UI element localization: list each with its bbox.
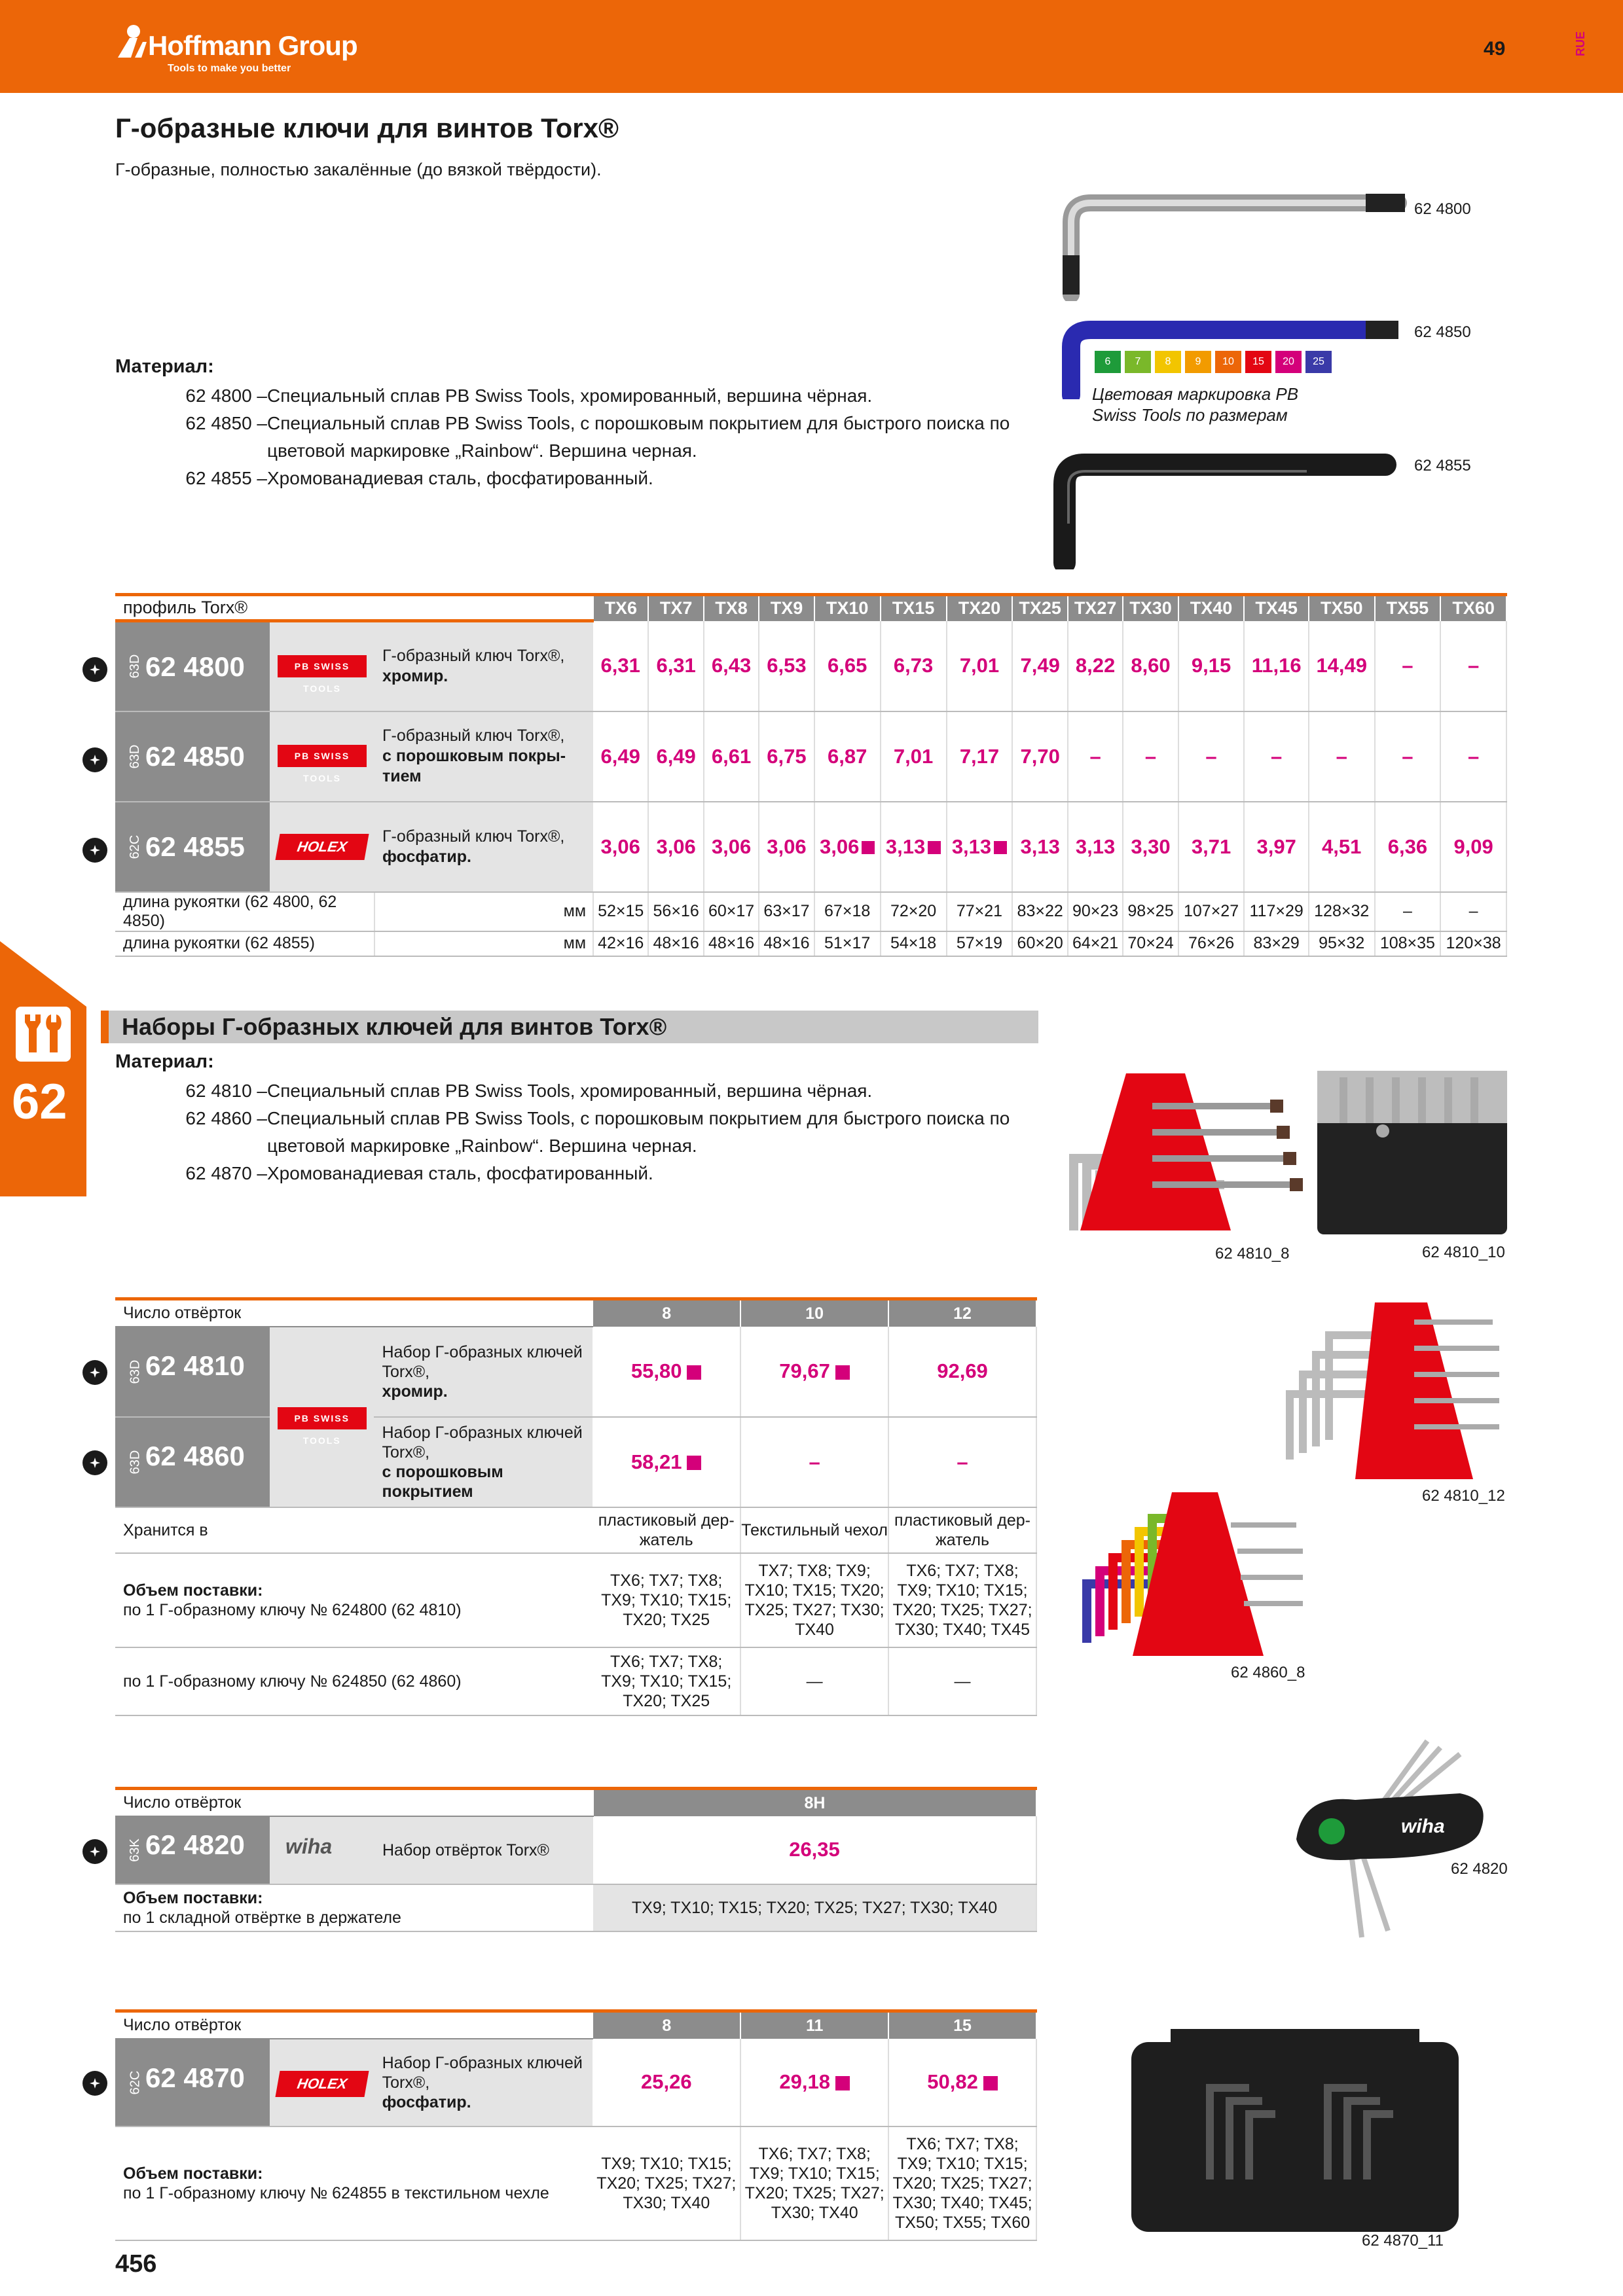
price-cell: – — [1068, 711, 1123, 802]
price-cell: – — [1440, 621, 1506, 711]
material-row: 62 4800 – Специальный сплав PB Swiss Tools, хромированный, вершина чёрная. — [185, 386, 873, 406]
price-cell: 6,65 — [814, 621, 881, 711]
new-marker — [835, 2076, 850, 2090]
size-header: TX40 — [1178, 595, 1245, 621]
color-code-swatch: 15 — [1245, 351, 1271, 373]
color-code-swatch: 6 — [1095, 351, 1121, 373]
tools-icon — [16, 1007, 71, 1062]
new-marker — [687, 1456, 701, 1470]
price-cell: 3,97 — [1244, 802, 1309, 892]
table-header-row: Число отвёрток 8 11 15 — [115, 2011, 1036, 2039]
price-cell: 3,06 — [704, 802, 759, 892]
price-cell: – — [1244, 711, 1309, 802]
image-label: 62 4855 — [1414, 457, 1471, 475]
size-header: TX55 — [1375, 595, 1441, 621]
chrome-l-key-image — [1045, 190, 1412, 301]
brand-name: Hoffmann Group — [148, 30, 357, 61]
price-cell: 6,31 — [593, 621, 648, 711]
price-cell: 6,43 — [704, 621, 759, 711]
wiha-logo: wiha — [285, 1834, 333, 1858]
price-cell: 8,60 — [1123, 621, 1178, 711]
image-label: 62 4850 — [1414, 323, 1471, 341]
color-code-swatch: 20 — [1275, 351, 1302, 373]
torx-bullet-icon — [82, 1360, 107, 1385]
price-cell: 11,16 — [1244, 621, 1309, 711]
color-caption: Цветовая маркировка PB Swiss Tools по размерам — [1092, 384, 1299, 425]
article-code: 62 4855 — [145, 831, 245, 862]
color-code-strip — [1095, 351, 1336, 373]
torx-bullet-icon — [82, 747, 107, 772]
price-cell: 3,06 — [814, 802, 881, 892]
table-header-row: Число отвёрток 8 10 12 — [115, 1299, 1036, 1327]
image-label: 62 4820 — [1451, 1860, 1508, 1878]
price-cell: 3,13 — [1012, 802, 1067, 892]
color-code-swatch: 8 — [1155, 351, 1181, 373]
torx-bullet-icon — [82, 657, 107, 682]
price-cell: 7,17 — [947, 711, 1013, 802]
price-cell: 3,30 — [1123, 802, 1178, 892]
black-l-key-image — [1045, 445, 1412, 569]
table-row: 63K 62 4820 wiha Набор отвёрток Torx® 26,35 — [115, 1816, 1036, 1884]
key-set-12-image — [1283, 1296, 1506, 1486]
key-set-pouch-image — [1317, 1071, 1507, 1234]
price-cell: 9,15 — [1178, 621, 1245, 711]
new-marker — [928, 841, 941, 854]
price-cell: – — [1375, 711, 1441, 802]
price-cell: 4,51 — [1309, 802, 1375, 892]
image-label: 62 4860_8 — [1231, 1664, 1305, 1681]
dimension-row: длина рукоятки (62 4855) мм 42×16 48×16 48×16 48×16 51×17 54×18 57×19 60×20 64×21 70×24 76×26 83×29 95×32 108×35 120×38 — [115, 931, 1506, 956]
torx-bullet-icon — [82, 838, 107, 863]
price-cell: 6,75 — [759, 711, 814, 802]
price-cell: 6,49 — [593, 711, 648, 802]
size-header: TX27 — [1068, 595, 1123, 621]
size-header: TX9 — [759, 595, 814, 621]
price-cell: – — [1440, 711, 1506, 802]
price-cell: 7,70 — [1012, 711, 1067, 802]
material-label: Материал: — [115, 1051, 214, 1072]
new-marker — [994, 841, 1007, 854]
table-row: 63D 62 4800 PB SWISS TOOLS Г-образный ключ Torx®, хромир. 6,31 6,31 6,43 6,53 6,65 6,73 7,01 7,49 8,22 8,60 9,15 11,16 14,49 – – — [115, 621, 1506, 711]
profile-label: профиль Torx® — [115, 595, 593, 621]
image-label: 62 4800 — [1414, 200, 1471, 218]
price-cell: – — [1309, 711, 1375, 802]
price-cell: 6,87 — [814, 711, 881, 802]
price-cell: 6,36 — [1375, 802, 1441, 892]
wiha-logo-text: wiha — [1401, 1816, 1445, 1837]
chapter-tab — [0, 941, 86, 1196]
material-row: 62 4855 – Хромованадиевая сталь, фосфатированный. — [185, 468, 653, 488]
price-cell: 3,06 — [648, 802, 703, 892]
color-code-swatch: 10 — [1215, 351, 1241, 373]
price-cell: 6,49 — [648, 711, 703, 802]
size-header: TX15 — [881, 595, 947, 621]
price-cell: 7,49 — [1012, 621, 1067, 711]
language-code: RUE — [1574, 31, 1587, 57]
material-row: 62 4870 – Хромованадиевая сталь, фосфатированный. — [185, 1163, 653, 1183]
image-label: 62 4810_12 — [1422, 1487, 1505, 1505]
table-header-row — [115, 595, 1506, 621]
key-set-holder-image — [1054, 1067, 1303, 1244]
new-marker — [835, 1365, 850, 1380]
brand-tagline: Tools to make you better — [168, 63, 291, 74]
price-cell: 8,22 — [1068, 621, 1123, 711]
size-header: TX45 — [1244, 595, 1309, 621]
price-cell: 7,01 — [881, 711, 947, 802]
size-header: TX7 — [648, 595, 703, 621]
article-code: 62 4800 — [145, 651, 245, 682]
dimension-row: длина рукоятки (62 4800, 62 4850) мм 52×15 56×16 60×17 63×17 67×18 72×20 77×21 83×22 90×23 98×25 107×27 117×29 128×32 – – — [115, 892, 1506, 931]
table-row: Объем поставки: по 1 Г-образному ключу № 624855 в текстильном чехле TX9; TX10; TX15; TX20; TX25; TX27; TX30; TX40 TX6; TX7; TX8; TX9; TX10; TX15; TX20; TX25; TX27; TX30; TX40 TX6; TX7; TX8; TX9; TX10; TX15; TX20; TX25; TX27; TX30; TX40; TX45; TX50; TX55; TX60 — [115, 2126, 1036, 2240]
price-cell: 6,73 — [881, 621, 947, 711]
material-row: 62 4860 – Специальный сплав PB Swiss Tools, с порошковым покрытием для быстрого поиска по цветовой маркировке „Rainbow“. Вершина черная. — [185, 1108, 1010, 1156]
table-row: 63D 62 4850 PB SWISS TOOLS Г-образный ключ Torx®, с порошковым покры- тием 6,49 6,49 6,61 6,75 6,87 7,01 7,17 7,70 – – – – – – – — [115, 711, 1506, 802]
new-marker — [983, 2076, 998, 2090]
size-header: TX30 — [1123, 595, 1178, 621]
set-table-holex — [115, 2009, 1037, 2241]
torx-bullet-icon — [82, 1450, 107, 1475]
price-cell: – — [1123, 711, 1178, 802]
size-header: TX8 — [704, 595, 759, 621]
new-marker — [687, 1365, 701, 1380]
table-row: Объем поставки: по 1 Г-образному ключу № 624800 (62 4810) TX6; TX7; TX8; TX9; TX10; TX15; TX20; TX25 TX7; TX8; TX9; TX10; TX15; TX20; TX25; TX27; TX30; TX40 TX6; TX7; TX8; TX9; TX10; TX15; TX20; TX25; TX27; TX30; TX40; TX45 — [115, 1553, 1036, 1647]
material-row: 62 4850 – Специальный сплав PB Swiss Tools, с порошковым покрытием для быстрого поиска по цветовой маркировке „Rainbow“. Вершина черная. — [185, 413, 1010, 461]
price-cell: – — [1178, 711, 1245, 802]
chapter-number: 62 — [12, 1074, 67, 1130]
price-cell: 3,13 — [1068, 802, 1123, 892]
page-number: 456 — [115, 2250, 157, 2278]
section-accent — [101, 1011, 109, 1043]
price-cell: 6,31 — [648, 621, 703, 711]
textile-pouch-image — [1131, 2029, 1459, 2232]
table-header-row: Число отвёрток 8Н — [115, 1789, 1036, 1816]
rainbow-key-set-image — [1074, 1486, 1309, 1662]
size-header: TX50 — [1309, 595, 1375, 621]
color-code-swatch: 25 — [1305, 351, 1332, 373]
image-label: 62 4810_8 — [1215, 1245, 1290, 1263]
holex-logo: HOLEX — [275, 2071, 369, 2097]
price-cell: 3,13 — [881, 802, 947, 892]
price-cell: 3,06 — [593, 802, 648, 892]
price-cell: 3,71 — [1178, 802, 1245, 892]
price-cell: 9,09 — [1440, 802, 1506, 892]
set-table-pb — [115, 1297, 1037, 1716]
table-row: Объем поставки: по 1 складной отвёртке в держателе TX9; TX10; TX15; TX20; TX25; TX27; TX30; TX40 — [115, 1884, 1036, 1931]
size-header: TX6 — [593, 595, 648, 621]
price-cell: 14,49 — [1309, 621, 1375, 711]
size-header: TX10 — [814, 595, 881, 621]
pb-swiss-tools-logo: PB SWISS TOOLS — [278, 1407, 367, 1429]
torx-bullet-icon — [82, 1839, 107, 1864]
holex-logo: HOLEX — [275, 834, 369, 860]
section-title: Г-образные ключи для винтов Torx® — [115, 113, 619, 143]
price-cell: – — [1375, 621, 1441, 711]
price-cell: 6,53 — [759, 621, 814, 711]
article-code: 62 4850 — [145, 740, 245, 772]
new-marker — [862, 841, 875, 854]
size-header: TX25 — [1012, 595, 1067, 621]
price-cell: 3,06 — [759, 802, 814, 892]
table-row: 63D 62 4810 PB SWISS TOOLS Набор Г-образных ключей Torx®, хромир. 55,80 79,67 92,69 — [115, 1327, 1036, 1417]
pb-swiss-tools-logo: PB SWISS TOOLS — [278, 655, 367, 677]
folding-screwdriver-image — [1296, 1728, 1506, 1944]
set-table-wiha — [115, 1787, 1037, 1932]
torx-bullet-icon — [82, 2071, 107, 2096]
size-header: TX60 — [1440, 595, 1506, 621]
pb-swiss-tools-logo: PB SWISS TOOLS — [278, 745, 367, 767]
image-label: 62 4810_10 — [1422, 1244, 1505, 1261]
color-code-swatch: 9 — [1185, 351, 1211, 373]
color-code-swatch: 7 — [1125, 351, 1151, 373]
table-row: 63D 62 4860 Набор Г-образных ключей Torx®, с порошковым покрытием 58,21 – – — [115, 1417, 1036, 1507]
table-row: 62C 62 4855 HOLEX Г-образный ключ Torx®, фосфатир. 3,06 3,06 3,06 3,06 3,06 3,13 3,13 3,13 3,13 3,30 3,71 3,97 4,51 6,36 9,09 — [115, 802, 1506, 892]
table-row: Хранится в пластиковый дер-жатель Текстильный чехол пластиковый дер-жатель — [115, 1507, 1036, 1553]
torx-keys-table — [115, 593, 1507, 957]
price-cell: 6,61 — [704, 711, 759, 802]
table-row: 62C 62 4870 HOLEX Набор Г-образных ключей Torx®, фосфатир. 25,26 29,18 50,82 — [115, 2039, 1036, 2126]
material-label: Материал: — [115, 356, 214, 377]
hoffmann-logo-icon — [115, 22, 147, 59]
price-cell: 3,13 — [947, 802, 1013, 892]
material-row: 62 4810 – Специальный сплав PB Swiss Tools, хромированный, вершина чёрная. — [185, 1081, 873, 1101]
size-header: TX20 — [947, 595, 1013, 621]
table-row: по 1 Г-образному ключу № 624850 (62 4860) TX6; TX7; TX8; TX9; TX10; TX15; TX20; TX25 — — — [115, 1647, 1036, 1715]
image-label: 62 4870_11 — [1362, 2232, 1444, 2250]
section-subtitle: Г-образные, полностью закалённые (до вязкой твёрдости). — [115, 160, 602, 179]
page-top-number: 49 — [1484, 38, 1506, 60]
price-cell: 7,01 — [947, 621, 1013, 711]
section-title: Наборы Г-образных ключей для винтов Torx® — [122, 1013, 667, 1040]
